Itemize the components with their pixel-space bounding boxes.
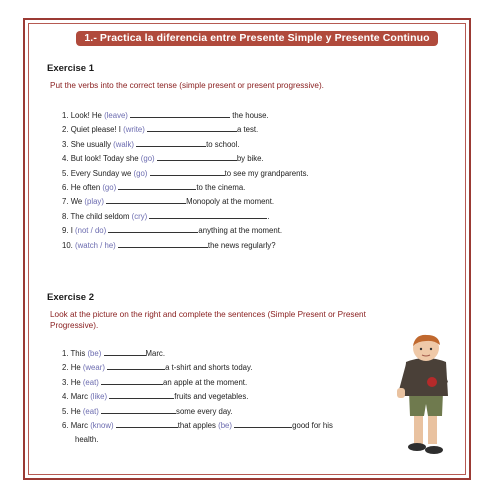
- list-item: 6. Marc (know) that apples (be) good for his: [62, 420, 333, 430]
- boy-with-apple-image: [392, 332, 460, 456]
- answer-blank[interactable]: [136, 139, 206, 147]
- answer-blank[interactable]: [147, 124, 237, 132]
- list-item: 2. He (wear) a t-shirt and shorts today.: [62, 363, 253, 373]
- answer-blank[interactable]: [118, 182, 196, 190]
- answer-blank[interactable]: [107, 362, 165, 370]
- list-item: 6. He often (go) to the cinema.: [62, 182, 246, 192]
- answer-blank[interactable]: [149, 211, 267, 219]
- list-item: 4. But look! Today she (go) by bike.: [62, 154, 264, 164]
- list-item: 1. Look! He (leave) the house.: [62, 111, 269, 120]
- answer-blank[interactable]: [118, 240, 208, 248]
- worksheet-title: 1.- Practica la diferencia entre Presente Simple y Presente Continuo: [76, 31, 438, 46]
- answer-blank[interactable]: [234, 420, 292, 428]
- exercise-1-list: [62, 109, 309, 253]
- answer-blank[interactable]: [101, 406, 176, 414]
- list-item: 10. (watch / he) the news regularly?: [62, 240, 276, 250]
- exercise-1-heading: Exercise 1: [47, 63, 95, 74]
- answer-blank[interactable]: [101, 377, 163, 385]
- answer-blank[interactable]: [116, 420, 178, 428]
- list-item: 9. I (not / do) anything at the moment.: [62, 226, 283, 236]
- list-item: 7. We (play) Monopoly at the moment.: [62, 197, 275, 207]
- answer-blank[interactable]: [157, 153, 237, 161]
- exercise-2-list: [62, 347, 333, 448]
- exercise-1-instruction: Put the verbs into the correct tense (simple present or present progressive).: [50, 81, 324, 90]
- answer-blank[interactable]: [106, 196, 186, 204]
- list-item: 3. She usually (walk) to school.: [62, 139, 240, 149]
- list-item: 5. He (eat) some every day.: [62, 406, 233, 416]
- list-item: 3. He (eat) an apple at the moment.: [62, 377, 248, 387]
- list-item: 2. Quiet please! I (write) a test.: [62, 125, 259, 135]
- answer-blank[interactable]: [130, 110, 230, 118]
- answer-blank[interactable]: [109, 391, 174, 399]
- list-item-continuation: health.: [75, 435, 99, 445]
- exercise-2-instruction: Look at the picture on the right and complete the sentences (Simple Present or Present Progressive).: [50, 310, 366, 330]
- list-item: 5. Every Sunday we (go) to see my grandparents.: [62, 168, 309, 178]
- list-item: 1. This (be) Marc.: [62, 349, 165, 358]
- exercise-2-heading: Exercise 2: [47, 292, 95, 303]
- list-item: 8. The child seldom (cry) .: [62, 211, 270, 221]
- list-item: 4. Marc (like) fruits and vegetables.: [62, 392, 249, 402]
- answer-blank[interactable]: [104, 348, 146, 356]
- answer-blank[interactable]: [150, 168, 225, 176]
- answer-blank[interactable]: [108, 225, 198, 233]
